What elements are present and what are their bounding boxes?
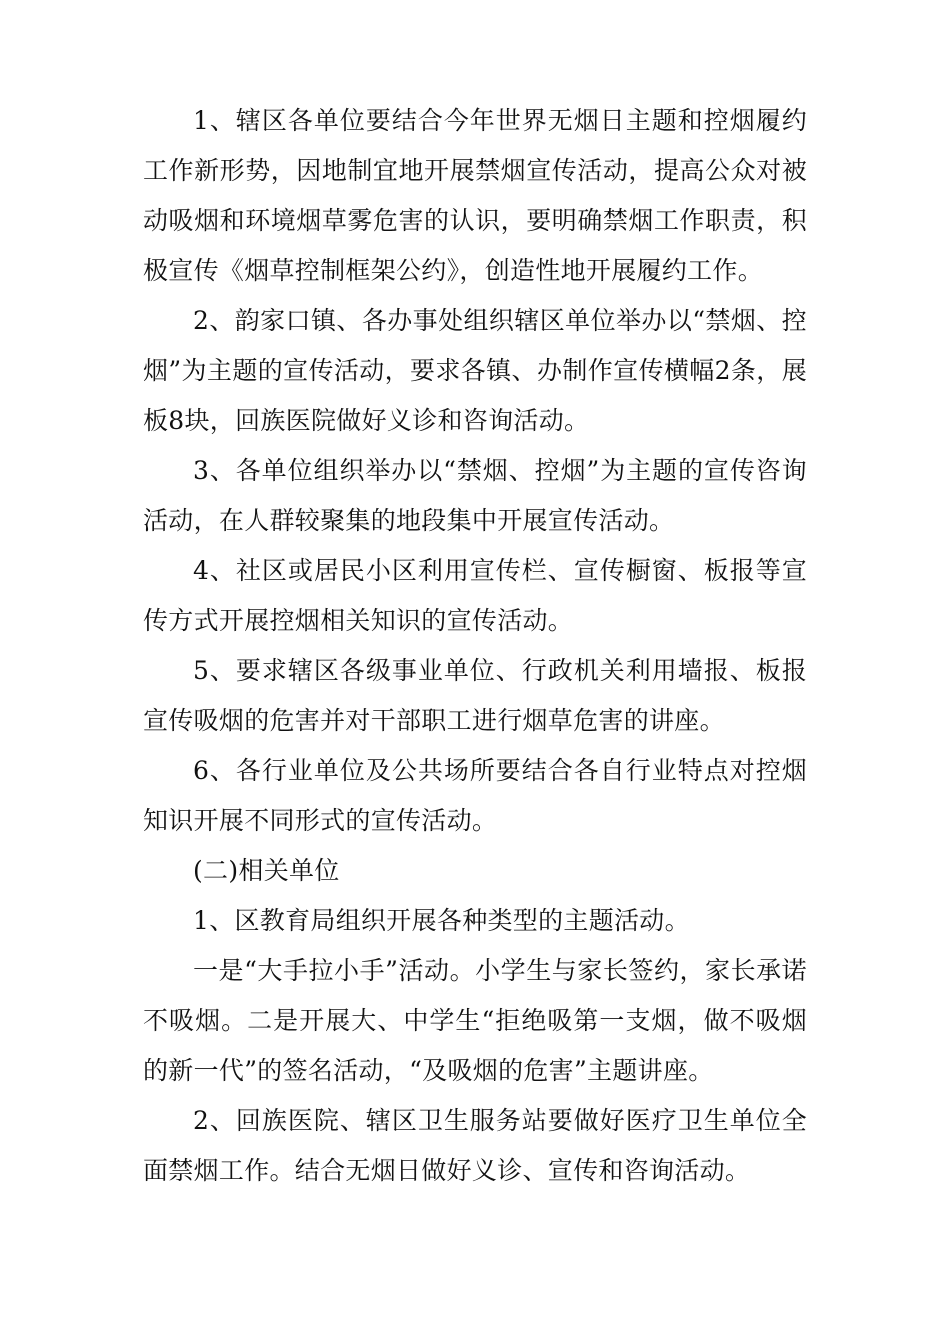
- paragraph-item-4: 4、社区或居民小区利用宣传栏、宣传橱窗、板报等宣传方式开展控烟相关知识的宣传活动。: [143, 556, 807, 635]
- paragraph-item-2: 2、韵家口镇、各办事处组织辖区单位举办以“禁烟、控烟”为主题的宣传活动，要求各镇、办制作宣传横幅2条，展板8块，回族医院做好义诊和咨询活动。: [143, 306, 807, 435]
- document-page: [143, 96, 807, 1196]
- section-heading-related-units: (二)相关单位: [193, 856, 340, 885]
- paragraph-activities: 一是“大手拉小手”活动。小学生与家长签约，家长承诺不吸烟。二是开展大、中学生“拒绝吸第一支烟，做不吸烟的新一代”的签名活动，“及吸烟的危害”主题讲座。: [143, 956, 807, 1085]
- paragraph-hospital: 2、回族医院、辖区卫生服务站要做好医疗卫生单位全面禁烟工作。结合无烟日做好义诊、宣传和咨询活动。: [143, 1106, 807, 1185]
- paragraph-item-3: 3、各单位组织举办以“禁烟、控烟”为主题的宣传咨询活动，在人群较聚集的地段集中开展宣传活动。: [143, 456, 807, 535]
- paragraph-education-bureau: 1、区教育局组织开展各种类型的主题活动。: [193, 906, 690, 935]
- paragraph-item-1: 1、辖区各单位要结合今年世界无烟日主题和控烟履约工作新形势，因地制宜地开展禁烟宣传活动，提高公众对被动吸烟和环境烟草雾危害的认识，要明确禁烟工作职责，积极宣传《烟草控制框架公约》，创造性地开展履约工作。: [143, 106, 807, 285]
- paragraph-item-6: 6、各行业单位及公共场所要结合各自行业特点对控烟知识开展不同形式的宣传活动。: [143, 756, 807, 835]
- paragraph-item-5: 5、要求辖区各级事业单位、行政机关利用墙报、板报宣传吸烟的危害并对干部职工进行烟草危害的讲座。: [143, 656, 807, 735]
